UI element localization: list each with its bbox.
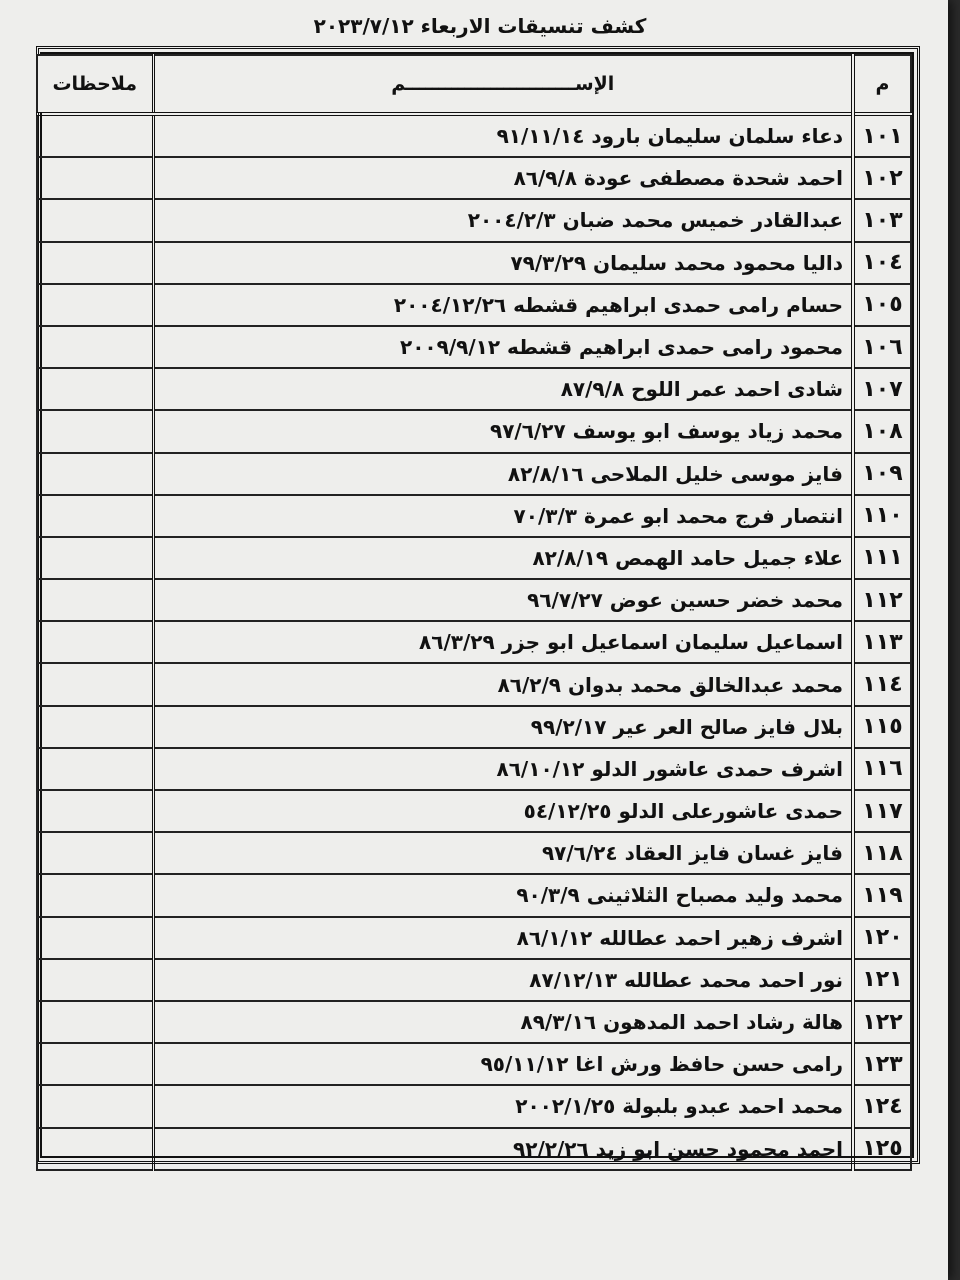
row-notes	[37, 1001, 153, 1043]
table-row	[37, 368, 911, 410]
header-name: الإســــــــــــــــــــــــــم	[153, 55, 853, 114]
row-name: فايز غسان فايز العقاد ٩٧/٦/٢٤	[153, 832, 853, 874]
row-number: ١١٧	[853, 790, 911, 832]
row-name: محمد زياد يوسف ابو يوسف ٩٧/٦/٢٧	[153, 410, 853, 452]
row-number: ١١١	[853, 537, 911, 579]
row-name: محمد احمد عبدو بلبولة ٢٠٠٢/١/٢٥	[153, 1085, 853, 1127]
row-notes	[37, 832, 153, 874]
row-name: رامى حسن حافظ ورش اغا ٩٥/١١/١٢	[153, 1043, 853, 1085]
row-number: ١٠٨	[853, 410, 911, 452]
header-row	[37, 55, 911, 114]
row-number: ١١٤	[853, 663, 911, 705]
table-row	[37, 748, 911, 790]
table-row	[37, 157, 911, 199]
row-number: ١١٠	[853, 495, 911, 537]
row-name: هالة رشاد احمد المدهون ٨٩/٣/١٦	[153, 1001, 853, 1043]
row-number: ١٠٩	[853, 453, 911, 495]
row-notes	[37, 284, 153, 326]
row-name: محمد وليد مصباح الثلاثينى ٩٠/٣/٩	[153, 874, 853, 916]
row-number: ١١٥	[853, 706, 911, 748]
table-row	[37, 199, 911, 241]
row-number: ١٢١	[853, 959, 911, 1001]
row-notes	[37, 1128, 153, 1170]
row-name: احمد شحدة مصطفى عودة ٨٦/٩/٨	[153, 157, 853, 199]
row-notes	[37, 663, 153, 705]
row-number: ١١٢	[853, 579, 911, 621]
table-row	[37, 1043, 911, 1085]
row-name: محمد خضر حسين عوض ٩٦/٧/٢٧	[153, 579, 853, 621]
row-notes	[37, 790, 153, 832]
table-row	[37, 114, 911, 157]
row-name: عبدالقادر خميس محمد ضبان ٢٠٠٤/٢/٣	[153, 199, 853, 241]
row-number: ١١٩	[853, 874, 911, 916]
row-number: ١٠٦	[853, 326, 911, 368]
table-row	[37, 1128, 911, 1170]
row-notes	[37, 917, 153, 959]
header-notes: ملاحظات	[37, 55, 153, 114]
row-number: ١٢٢	[853, 1001, 911, 1043]
row-name: فايز موسى خليل الملاحى ٨٢/٨/١٦	[153, 453, 853, 495]
table-row	[37, 579, 911, 621]
row-notes	[37, 537, 153, 579]
row-number: ١٠٤	[853, 242, 911, 284]
row-number: ١٠٥	[853, 284, 911, 326]
page-title: كشف تنسيقات الاربعاء ٢٠٢٣/٧/١٢	[313, 14, 647, 38]
row-number: ١٢٣	[853, 1043, 911, 1085]
table-row	[37, 790, 911, 832]
row-number: ١٠١	[853, 114, 911, 157]
row-name: دعاء سلمان سليمان بارود ٩١/١١/١٤	[153, 114, 853, 157]
row-notes	[37, 326, 153, 368]
table-row	[37, 917, 911, 959]
table-row	[37, 495, 911, 537]
table-row	[37, 663, 911, 705]
row-notes	[37, 368, 153, 410]
row-notes	[37, 157, 153, 199]
row-notes	[37, 1085, 153, 1127]
row-notes	[37, 453, 153, 495]
row-number: ١٢٠	[853, 917, 911, 959]
row-name: اشرف زهير احمد عطالله ٨٦/١/١٢	[153, 917, 853, 959]
row-notes	[37, 706, 153, 748]
row-name: حمدى عاشورعلى الدلو ٥٤/١٢/٢٥	[153, 790, 853, 832]
row-number: ١٠٢	[853, 157, 911, 199]
table-row	[37, 874, 911, 916]
names-table-frame	[40, 52, 914, 1162]
table-row	[37, 284, 911, 326]
table-row	[37, 832, 911, 874]
table-row	[37, 959, 911, 1001]
row-number: ١٢٤	[853, 1085, 911, 1127]
table-row	[37, 706, 911, 748]
row-name: اسماعيل سليمان اسماعيل ابو جزر ٨٦/٣/٢٩	[153, 621, 853, 663]
row-notes	[37, 748, 153, 790]
row-notes	[37, 114, 153, 157]
row-name: حسام رامى حمدى ابراهيم قشطه ٢٠٠٤/١٢/٢٦	[153, 284, 853, 326]
row-number: ١١٨	[853, 832, 911, 874]
row-notes	[37, 495, 153, 537]
row-name: بلال فايز صالح العر عير ٩٩/٢/١٧	[153, 706, 853, 748]
row-name: احمد محمود حسن ابو زيد ٩٢/٢/٢٦	[153, 1128, 853, 1170]
header-num: م	[853, 55, 911, 114]
table-row	[37, 1085, 911, 1127]
row-name: انتصار فرج محمد ابو عمرة ٧٠/٣/٣	[153, 495, 853, 537]
row-notes	[37, 410, 153, 452]
row-name: اشرف حمدى عاشور الدلو ٨٦/١٠/١٢	[153, 748, 853, 790]
row-number: ١١٦	[853, 748, 911, 790]
row-name: محمود رامى حمدى ابراهيم قشطه ٢٠٠٩/٩/١٢	[153, 326, 853, 368]
row-name: علاء جميل حامد الهمص ٨٢/٨/١٩	[153, 537, 853, 579]
row-notes	[37, 242, 153, 284]
names-table	[36, 54, 912, 1171]
table-row	[37, 410, 911, 452]
row-notes	[37, 199, 153, 241]
row-notes	[37, 579, 153, 621]
table-row	[37, 621, 911, 663]
row-number: ١٠٣	[853, 199, 911, 241]
table-body	[37, 114, 911, 1170]
row-name: نور احمد محمد عطالله ٨٧/١٢/١٣	[153, 959, 853, 1001]
table-row	[37, 326, 911, 368]
row-number: ١٠٧	[853, 368, 911, 410]
row-name: شادى احمد عمر اللوح ٨٧/٩/٨	[153, 368, 853, 410]
row-name: داليا محمود محمد سليمان ٧٩/٣/٢٩	[153, 242, 853, 284]
row-name: محمد عبدالخالق محمد بدوان ٨٦/٢/٩	[153, 663, 853, 705]
table-row	[37, 453, 911, 495]
row-number: ١١٣	[853, 621, 911, 663]
row-notes	[37, 1043, 153, 1085]
row-number: ١٢٥	[853, 1128, 911, 1170]
table-row	[37, 242, 911, 284]
table-row	[37, 537, 911, 579]
row-notes	[37, 874, 153, 916]
table-row	[37, 1001, 911, 1043]
row-notes	[37, 959, 153, 1001]
row-notes	[37, 621, 153, 663]
